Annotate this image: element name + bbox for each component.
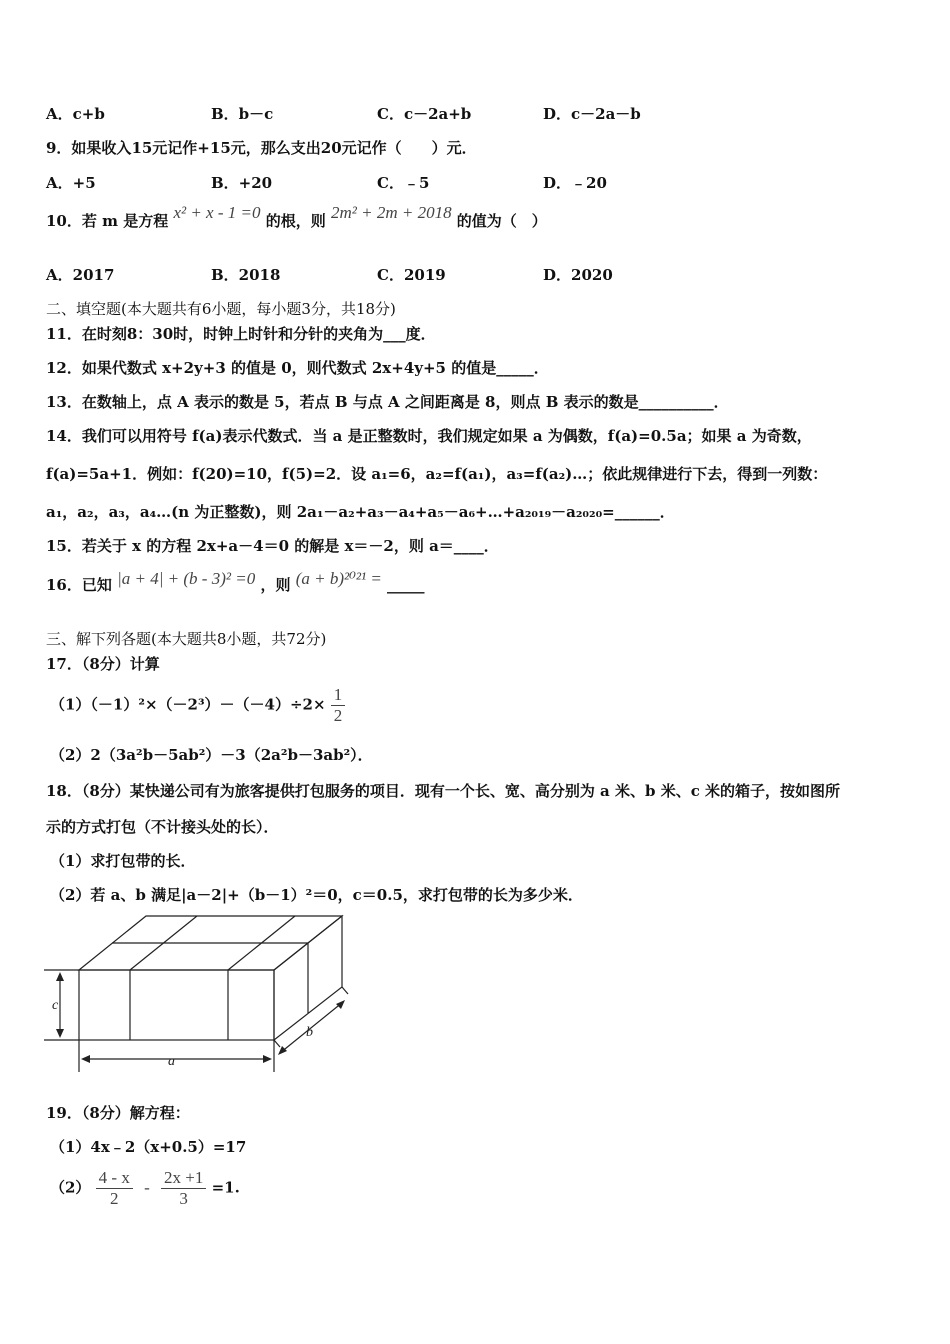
q17-part-1 — [50, 685, 345, 726]
q16 — [46, 569, 425, 595]
q14-line-3: a₁，a₂，a₃，a₄…(n 为正整数)，则 2a₁－a₂+a₃－a₄+a₅－a₆+…+a₂₀₁₉－a₂₀₂₀=______． — [46, 503, 675, 521]
q17-fraction-numerator: 1 — [331, 685, 346, 706]
q10-option-b: B．2018 — [211, 266, 281, 284]
q9-option-d: D．﹣20 — [543, 174, 607, 192]
q19-part-1: （1）4x﹣2（x+0.5）=17 — [50, 1138, 247, 1156]
q19-part-2 — [50, 1168, 240, 1209]
q10-option-d: D．2020 — [543, 266, 613, 284]
q16-pre: 16．已知 — [46, 576, 112, 594]
section-3-heading: 三、解下列各题(本大题共8小题，共72分) — [46, 630, 327, 648]
q10-expression: 2m² + 2m + 2018 — [330, 203, 452, 222]
q19-minus: - — [144, 1177, 150, 1197]
q17-part-1-text: （1）（－1）²×（－2³）－（－4）÷2× — [50, 695, 326, 714]
q9-option-b: B．+20 — [211, 174, 273, 192]
q19-stem: 19．（8分）解方程： — [46, 1104, 190, 1122]
label-c: c — [52, 998, 59, 1013]
q19-fraction-2-numerator: 2x +1 — [161, 1168, 206, 1189]
box-front-face — [79, 970, 274, 1040]
q8-option-b: B．b－c — [211, 105, 274, 123]
label-b: b — [306, 1025, 313, 1040]
q10-mid: 的根，则 — [265, 212, 326, 230]
q18-part-2: （2）若 a、b 满足|a－2|+（b－1）²＝0，c＝0.5，求打包带的长为多少米． — [50, 886, 583, 904]
q10-pre: 10．若 m 是方程 — [46, 212, 169, 230]
q10-stem — [46, 203, 547, 231]
q16-mid: ，则 — [260, 576, 291, 594]
q14-line-2: f(a)=5a+1．例如：f(20)=10，f(5)=2．设 a₁=6，a₂=f(a₁)，a₃=f(a₂)…；依此规律进行下去，得到一列数： — [46, 465, 828, 483]
section-2-heading: 二、填空题(本大题共有6小题，每小题3分，共18分) — [46, 300, 396, 318]
q16-blank: _____ — [387, 576, 425, 594]
q19-fraction-1-numerator: 4 - x — [96, 1168, 133, 1189]
q19-part-2-result: =1. — [211, 1178, 240, 1197]
q18-box-figure — [44, 912, 354, 1077]
q19-fraction-1 — [96, 1168, 133, 1209]
q9-option-c: C．﹣5 — [377, 174, 430, 192]
q19-fraction-2-denominator: 3 — [179, 1189, 188, 1208]
q8-option-c: C．c－2a+b — [377, 105, 472, 123]
q16-equation: |a + 4| + (b - 3)² =0 — [117, 569, 256, 588]
q17-part-2: （2）2（3a²b－5ab²）－3（2a²b－3ab²）． — [50, 746, 373, 764]
q18-line-1: 18．（8分）某快递公司有为旅客提供打包服务的项目．现有一个长、宽、高分别为 a 米、b 米、c 米的箱子，按如图所 — [46, 782, 841, 800]
q17-stem: 17．（8分）计算 — [46, 655, 160, 673]
q13: 13．在数轴上，点 A 表示的数是 5，若点 B 与点 A 之间距离是 8，则点 B 表示的数是__________． — [46, 393, 729, 411]
q9-stem: 9．如果收入15元记作+15元，那么支出20元记作（ ）元． — [46, 139, 477, 157]
q18-line-2: 示的方式打包（不计接头处的长）． — [46, 818, 279, 836]
q10-option-a: A．2017 — [46, 266, 115, 284]
q8-option-d: D．c－2a－b — [543, 105, 641, 123]
q19-part-2-label: （2） — [50, 1178, 91, 1197]
q19-fraction-2 — [161, 1168, 206, 1209]
q11: 11．在时刻8：30时，时钟上时针和分针的夹角为___度． — [46, 325, 436, 343]
q19-fraction-1-denominator: 2 — [110, 1189, 119, 1208]
q9-option-a: A．+5 — [46, 174, 96, 192]
q15: 15．若关于 x 的方程 2x+a－4＝0 的解是 x＝－2，则 a＝____． — [46, 537, 499, 555]
q10-equation: x² + x - 1 =0 — [173, 203, 261, 222]
q18-part-1: （1）求打包带的长． — [50, 852, 196, 870]
q17-fraction — [331, 685, 346, 726]
q8-option-a: A．c+b — [46, 105, 105, 123]
q16-expression: (a + b)²⁰²¹ = — [295, 569, 382, 588]
q10-post: 的值为（ ） — [456, 212, 547, 230]
q14-line-1: 14．我们可以用符号 f(a)表示代数式．当 a 是正整数时，我们规定如果 a 为偶数，f(a)=0.5a；如果 a 为奇数， — [46, 427, 812, 445]
label-a: a — [168, 1054, 175, 1069]
q12: 12．如果代数式 x+2y+3 的值是 0，则代数式 2x+4y+5 的值是_____． — [46, 359, 549, 377]
q17-fraction-denominator: 2 — [333, 706, 343, 725]
q10-option-c: C．2019 — [377, 266, 446, 284]
